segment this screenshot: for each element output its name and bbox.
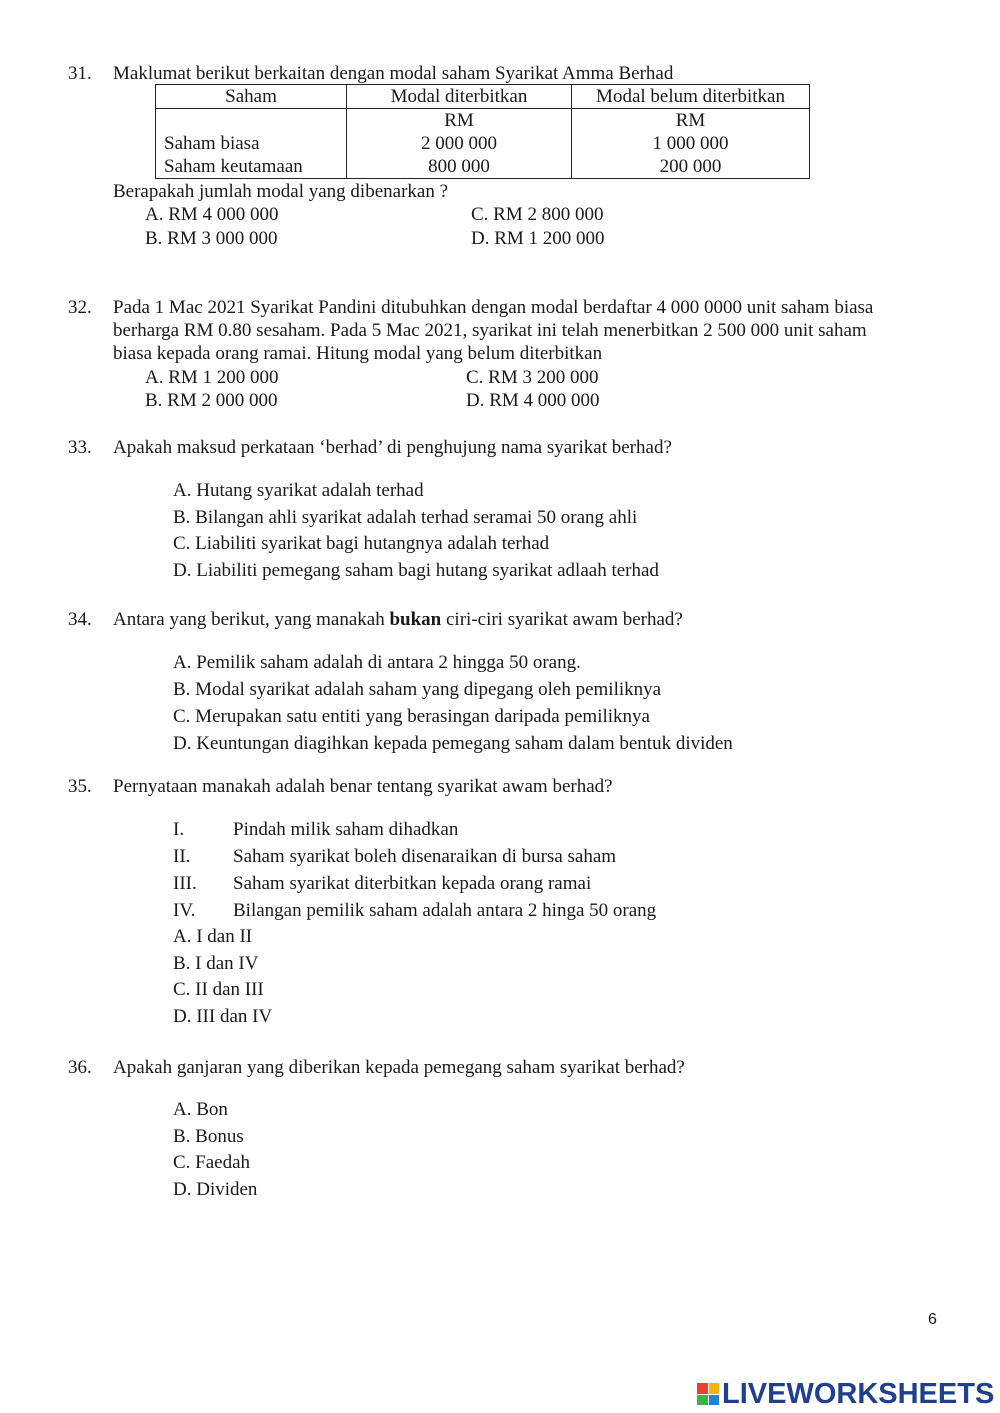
option-c[interactable]: C. Faedah [173,1152,251,1173]
option-d[interactable]: D. RM 1 200 000 [471,228,605,249]
brand-name: LIVEWORKSHEETS [722,1377,995,1410]
statement-text: Bilangan pemilik saham adalah antara 2 hinga 50 orang [233,900,657,921]
question-stem: Apakah maksud perkataan ‘berhad’ di penghujung nama syarikat berhad? [113,437,672,458]
table-cell: 800 000 [347,155,572,179]
table-header: Saham [156,85,347,109]
table-header: Modal diterbitkan [347,85,572,109]
statement-number: IV. [173,900,196,921]
option-d[interactable]: D. Dividen [173,1179,258,1200]
question-stem: Pernyataan manakah adalah benar tentang syarikat awam berhad? [113,776,613,797]
option-b[interactable]: B. Bilangan ahli syarikat adalah terhad seramai 50 orang ahli [173,507,638,528]
table-cell: 200 000 [572,155,810,179]
option-a[interactable]: A. I dan II [173,926,253,947]
option-b[interactable]: B. I dan IV [173,953,259,974]
liveworksheets-logo [697,1377,995,1410]
question-prompt: Berapakah jumlah modal yang dibenarkan ? [113,181,449,202]
question-number: 31. [68,63,92,84]
statement-text: Saham syarikat boleh disenaraikan di bursa saham [233,846,617,867]
question-stem: Apakah ganjaran yang diberikan kepada pemegang saham syarikat berhad? [113,1057,685,1078]
share-capital-table [155,84,810,179]
table-cell: Saham keutamaan [156,155,347,179]
table-cell: 2 000 000 [347,132,572,155]
question-line: biasa kepada orang ramai. Hitung modal yang belum diterbitkan [113,343,603,364]
option-b[interactable]: B. RM 2 000 000 [145,390,278,411]
statement-text: Saham syarikat diterbitkan kepada orang ramai [233,873,592,894]
question-stem: Maklumat berikut berkaitan dengan modal saham Syarikat Amma Berhad [113,63,674,84]
option-c[interactable]: C. II dan III [173,979,264,1000]
question-number: 32. [68,297,92,318]
option-a[interactable]: A. Bon [173,1099,228,1120]
table-header: Modal belum diterbitkan [572,85,810,109]
option-c[interactable]: C. RM 3 200 000 [466,367,599,388]
option-b[interactable]: B. Modal syarikat adalah saham yang dipegang oleh pemiliknya [173,679,662,700]
stem-text: Antara yang berikut, yang manakah [113,609,390,630]
question-line: berharga RM 0.80 sesaham. Pada 5 Mac 2021, syarikat ini telah menerbitkan 2 500 000 unit saham [113,320,867,341]
statement-text: Pindah milik saham dihadkan [233,819,459,840]
option-d[interactable]: D. III dan IV [173,1006,273,1027]
option-d[interactable]: D. Keuntungan diagihkan kepada pemegang saham dalam bentuk dividen [173,733,733,754]
table-cell [156,109,347,133]
option-a[interactable]: A. Pemilik saham adalah di antara 2 hingga 50 orang. [173,652,581,673]
statement-number: III. [173,873,197,894]
option-c[interactable]: C. RM 2 800 000 [471,204,604,225]
option-d[interactable]: D. RM 4 000 000 [466,390,600,411]
table-cell: RM [347,109,572,133]
question-number: 33. [68,437,92,458]
question-number: 36. [68,1057,92,1078]
option-d[interactable]: D. Liabiliti pemegang saham bagi hutang syarikat adlaah terhad [173,560,659,581]
option-c[interactable]: C. Merupakan satu entiti yang berasingan daripada pemiliknya [173,706,650,727]
option-a[interactable]: A. Hutang syarikat adalah terhad [173,480,424,501]
statement-number: II. [173,846,191,867]
page-number: 6 [928,1311,937,1328]
option-c[interactable]: C. Liabiliti syarikat bagi hutangnya adalah terhad [173,533,550,554]
option-a[interactable]: A. RM 4 000 000 [145,204,279,225]
stem-emphasis: bukan [389,609,442,630]
statement-number: I. [173,819,185,840]
table-cell: Saham biasa [156,132,347,155]
option-b[interactable]: B. Bonus [173,1126,244,1147]
question-number: 35. [68,776,92,797]
question-line: Pada 1 Mac 2021 Syarikat Pandini ditubuhkan dengan modal berdaftar 4 000 0000 unit saham biasa [113,297,874,318]
option-a[interactable]: A. RM 1 200 000 [145,367,279,388]
question-stem [113,610,683,629]
logo-grid-icon [697,1383,719,1405]
option-b[interactable]: B. RM 3 000 000 [145,228,278,249]
question-number: 34. [68,609,92,630]
stem-text: ciri-ciri syarikat awam berhad? [441,609,683,630]
table-cell: 1 000 000 [572,132,810,155]
table-cell: RM [572,109,810,133]
